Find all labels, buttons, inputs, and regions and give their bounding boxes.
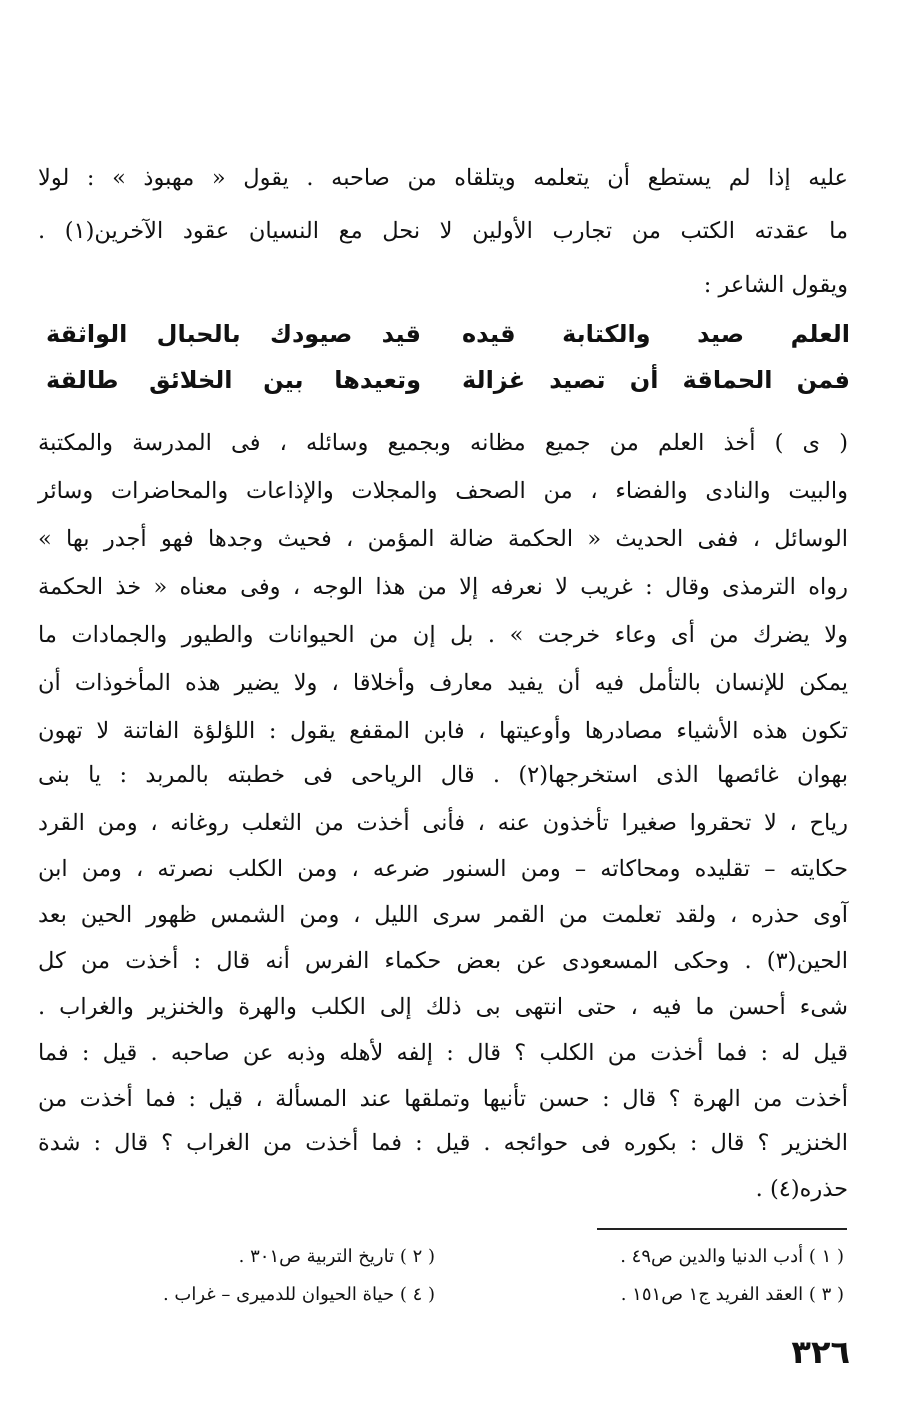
body-line: عليه إذا لم يستطع أن يتعلمه ويتلقاه من صاحبه . يقول « مهبوذ » : لولا xyxy=(38,165,848,191)
body-line: قيل له : فما أخذت من الكلب ؟ قال : إلفه لأهله وذبه عن صاحبه . قيل : فما xyxy=(38,1040,848,1066)
footnote-1: ( ١ ) أدب الدنيا والدين ص٤٩ . xyxy=(620,1246,844,1267)
body-line: رياح ، لا تحقروا صغيرا تأخذون عنه ، فأنى أخذت من الثعلب روغانه ، ومن القرد xyxy=(38,810,848,836)
body-line: الحين(٣) . وحكى المسعودى عن بعض حكماء الفرس أنه قال : أخذت من كل xyxy=(38,948,848,974)
body-line: أخذت من الهرة ؟ قال : حسن تأنيها وتملقها عند المسألة ، قيل : فما أخذت من xyxy=(38,1086,848,1112)
body-line: حذره(٤) . xyxy=(755,1176,848,1202)
body-line: حكايته – تقليده ومحاكاته – ومن السنور ضرعه ، ومن الكلب نصرته ، ومن ابن xyxy=(38,856,848,882)
verse-2-first-hemistich: فمن الحماقة أن تصيد غزالة xyxy=(462,366,850,394)
body-line: شىء أحسن ما فيه ، حتى انتهى بى ذلك إلى الكلب والهرة والخنزير والغراب . xyxy=(38,994,848,1020)
body-line: ويقول الشاعر : xyxy=(703,272,848,298)
body-line: الخنزير ؟ قال : بكوره فى حوائجه . قيل : فما أخذت من الغراب ؟ قال : شدة xyxy=(38,1130,848,1156)
footnote-2: ( ٢ ) تاريخ التربية ص٣٠١ . xyxy=(238,1246,435,1267)
body-line: ولا يضرك من أى وعاء خرجت » . بل إن من الحيوانات والطيور والجمادات ما xyxy=(38,622,848,648)
verse-1-second-hemistich: قيد صيودك بالحبال الواثقة xyxy=(46,320,421,348)
body-line: والبيت والنادى والفضاء ، من الصحف والمجلات والإذاعات والمحاضرات وسائر xyxy=(38,478,848,504)
body-line: ( ى ) أخذ العلم من جميع مظانه وبجميع وسائله ، فى المدرسة والمكتبة xyxy=(38,430,848,456)
verse-1-first-hemistich: العلم صيد والكتابة قيده xyxy=(462,320,850,348)
body-line: تكون هذه الأشياء مصادرها وأوعيتها ، فابن المقفع يقول : اللؤلؤة الفاتنة لا تهون xyxy=(38,718,848,744)
footnote-separator xyxy=(597,1228,847,1230)
body-line: بهوان غائصها الذى استخرجها(٢) . قال الرياحى فى خطبته بالمربد : يا بنى xyxy=(38,762,848,788)
body-line: رواه الترمذى وقال : غريب لا نعرفه إلا من هذا الوجه ، وفى معناه « خذ الحكمة xyxy=(38,574,848,600)
footnote-3: ( ٣ ) العقد الفريد ج١ ص١٥١ . xyxy=(620,1284,844,1305)
body-line: آوى حذره ، ولقد تعلمت من القمر سرى الليل ، ومن الشمس ظهور الحين بعد xyxy=(38,902,848,928)
page-number: ٣٢٦ xyxy=(791,1333,850,1371)
footnote-4: ( ٤ ) حياة الحيوان للدميرى – غراب . xyxy=(162,1284,435,1305)
body-line: ما عقدته الكتب من تجارب الأولين لا نحل مع النسيان عقود الآخرين(١) . xyxy=(38,218,848,244)
body-line: يمكن للإنسان بالتأمل فيه أن يفيد معارف وأخلاقا ، ولا يضير هذه المأخوذات أن xyxy=(38,670,848,696)
body-line: الوسائل ، ففى الحديث « الحكمة ضالة المؤمن ، فحيث وجدها فهو أجدر بها » xyxy=(38,526,848,552)
verse-2-second-hemistich: وتعيدها بين الخلائق طالقة xyxy=(46,366,421,394)
